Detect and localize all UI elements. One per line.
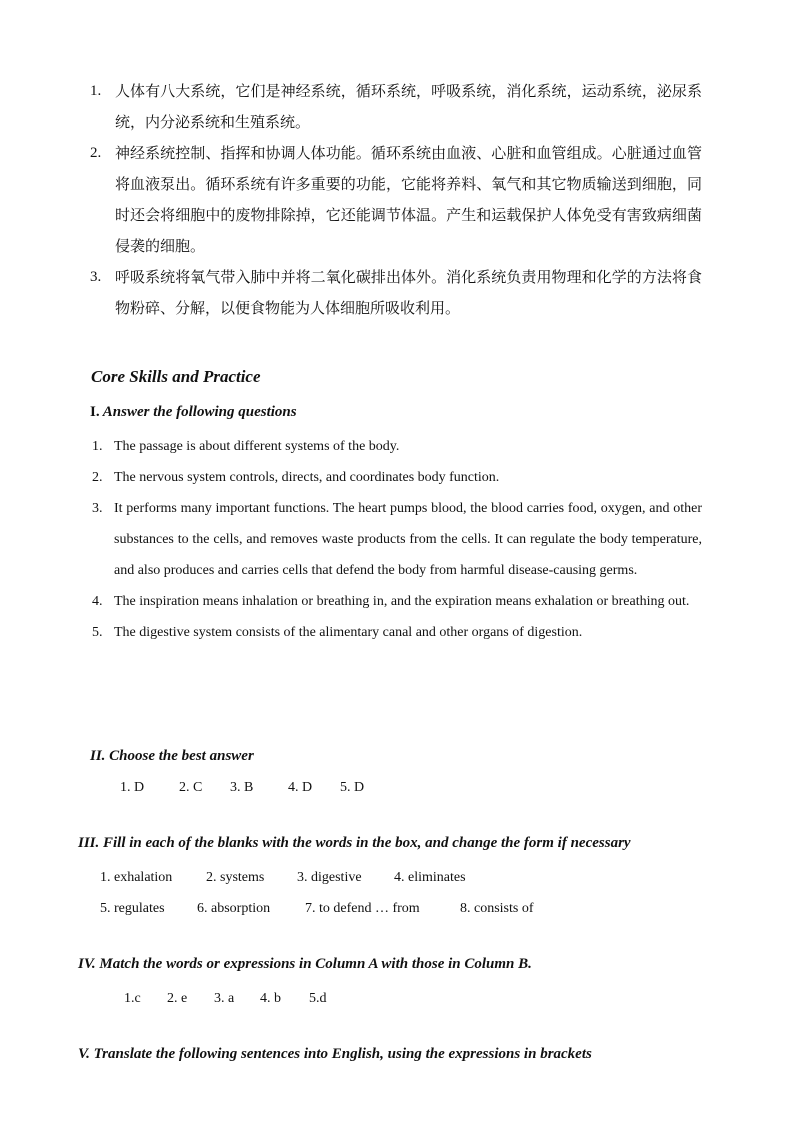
answer-item [92, 431, 702, 462]
section-3-heading: III. Fill in each of the blanks with the words in the box, and change the form if necessary [78, 835, 631, 851]
section-1-heading [90, 404, 297, 421]
answer-item: 5. regulates [100, 901, 165, 916]
section-1-title: Answer the following questions [102, 404, 297, 420]
section-1-numeral: I. [90, 404, 100, 420]
section-4-answers [124, 991, 327, 1007]
section-3-answers-row-1 [100, 870, 466, 886]
answer-number: 1. [92, 439, 103, 454]
answer-item [92, 617, 702, 648]
item-text: 神经系统控制、指挥和协调人体功能。循环系统由血液、心脏和血管组成。心脏通过血管将血液泵出。循环系统有许多重要的功能，它能将养料、氧气和其它物质输送到细胞，同时还会将细胞中的废物排除掉，它还能调节体温。产生和运载保护人体免受有害致病细菌侵袭的细胞。 [115, 144, 702, 255]
section-1-answers [92, 431, 702, 648]
answer-item: 3. digestive [297, 870, 362, 885]
answer-item: 4. b [260, 991, 281, 1006]
answer-item [92, 493, 702, 586]
section-3-answers-row-2 [100, 901, 534, 917]
answer-number: 2. [92, 470, 103, 485]
answer-item: 3. B [230, 780, 254, 795]
chinese-translation-list [90, 76, 702, 324]
answer-text: The passage is about different systems of the body. [114, 439, 400, 454]
answer-item: 2. systems [206, 870, 265, 885]
chinese-item [90, 262, 702, 324]
answer-item [92, 586, 702, 617]
chinese-item [90, 76, 702, 138]
item-text: 呼吸系统将氧气带入肺中并将二氧化碳排出体外。消化系统负责用物理和化学的方法将食物粉碎、分解，以便食物能为人体细胞所吸收利用。 [115, 268, 702, 317]
item-text: 人体有八大系统，它们是神经系统，循环系统，呼吸系统，消化系统，运动系统，泌尿系统，内分泌系统和生殖系统。 [115, 82, 702, 131]
core-skills-heading: Core Skills and Practice [91, 367, 261, 386]
answer-text: The nervous system controls, directs, and coordinates body function. [114, 470, 500, 485]
answer-text: The inspiration means inhalation or breathing in, and the expiration means exhalation or breathing out. [114, 594, 690, 609]
answer-item: 1. D [120, 780, 145, 795]
answer-text: It performs many important functions. The heart pumps blood, the blood carries food, oxygen, and other substances to the cells, and removes waste products from the cells. It can regulate the body temperature, and also produces and carries cells that defend the body from harmful disease-causing germs. [114, 501, 702, 578]
answer-item: 8. consists of [460, 901, 534, 916]
answer-text: The digestive system consists of the alimentary canal and other organs of digestion. [114, 625, 583, 640]
answer-item: 5. D [340, 780, 365, 795]
answer-item: 2. e [167, 991, 188, 1006]
answer-item: 4. D [288, 780, 313, 795]
answer-item: 3. a [214, 991, 235, 1006]
item-number: 2. [90, 145, 102, 161]
answer-number: 3. [92, 501, 103, 516]
section-5-heading: V. Translate the following sentences into English, using the expressions in brackets [78, 1046, 592, 1062]
answer-item: 2. C [179, 780, 203, 795]
answer-item: 6. absorption [197, 901, 271, 916]
section-2-answers [120, 780, 364, 796]
item-number: 3. [90, 269, 102, 285]
answer-number: 5. [92, 625, 103, 640]
answer-item: 1.c [124, 991, 141, 1006]
answer-item [92, 462, 702, 493]
answer-number: 4. [92, 594, 103, 609]
chinese-item [90, 138, 702, 262]
answer-item: 5.d [309, 991, 327, 1006]
answer-item: 1. exhalation [100, 870, 173, 885]
item-number: 1. [90, 83, 102, 99]
answer-item: 7. to defend … from [305, 901, 420, 916]
section-4-heading: IV. Match the words or expressions in Column A with those in Column B. [78, 956, 532, 972]
section-2-heading: II. Choose the best answer [90, 748, 254, 764]
answer-item: 4. eliminates [394, 870, 466, 885]
